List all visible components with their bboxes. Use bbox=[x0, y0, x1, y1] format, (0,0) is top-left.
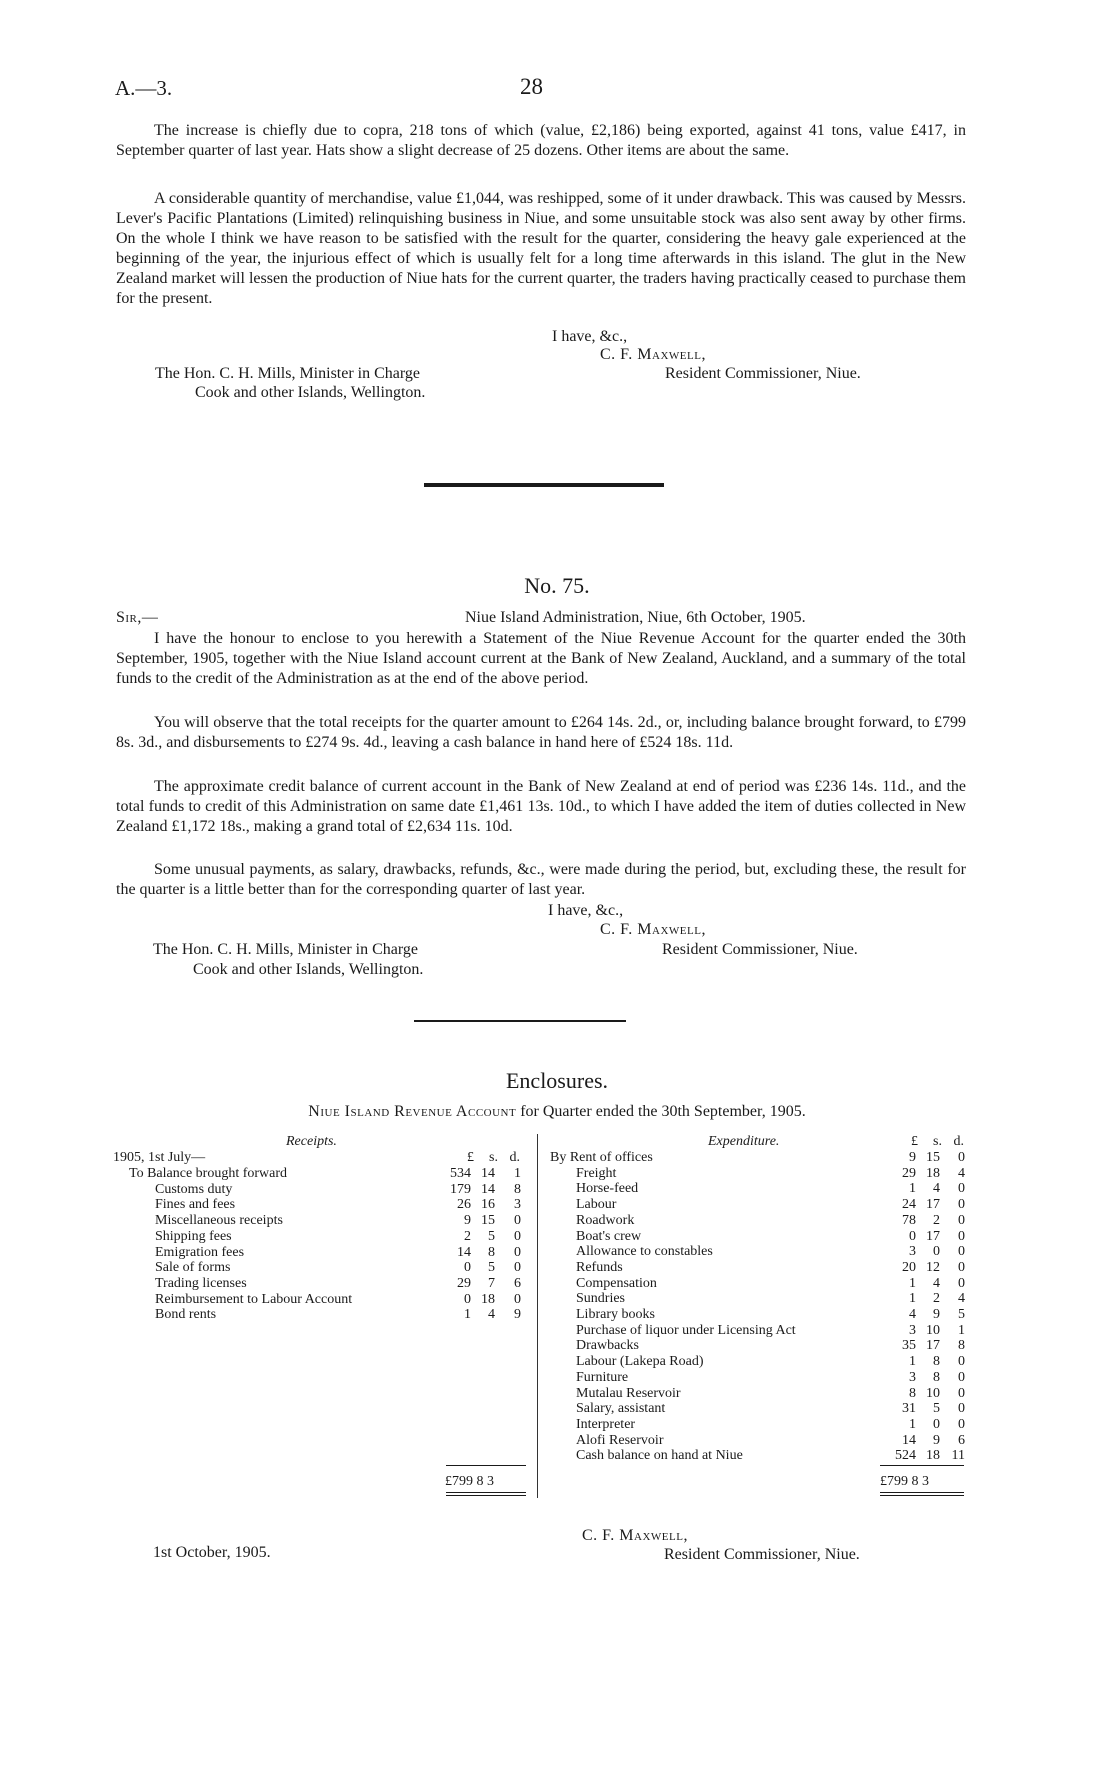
letter75-signature-title: Resident Commissioner, Niue. bbox=[662, 941, 858, 958]
receipt-label: Reimbursement to Labour Account bbox=[155, 1291, 353, 1307]
expenditure-label: Mutalau Reservoir bbox=[576, 1385, 681, 1401]
receipt-amount-d: 0 bbox=[514, 1244, 521, 1260]
letter75-addressee-line2: Cook and other Islands, Wellington. bbox=[193, 961, 424, 978]
letter75-paragraph-2: You will observe that the total receipts for the quarter amount to £264 14s. 2d., or, including balance brought forward, to £799 8s. 3d., and disbursements to £274 9s. 4d., leaving a cash balance in hand here of £524 18s. 11d. bbox=[116, 714, 966, 751]
expenditure-amount-d: 0 bbox=[958, 1181, 965, 1197]
receipt-row bbox=[129, 1260, 529, 1276]
receipts-heading: Receipts. bbox=[286, 1134, 337, 1149]
letter75-closing: I have, &c., bbox=[548, 902, 624, 919]
expenditure-amount-d: 0 bbox=[958, 1354, 965, 1370]
expenditure-row bbox=[550, 1197, 970, 1213]
receipt-amount-s: 14 bbox=[481, 1181, 495, 1197]
receipts-col-pounds: £ bbox=[467, 1150, 474, 1165]
receipt-amount-d: 0 bbox=[514, 1228, 521, 1244]
receipt-amount-d: 8 bbox=[514, 1181, 521, 1197]
expenditure-amount-d: 0 bbox=[958, 1369, 965, 1385]
expenditure-amount-l: 78 bbox=[902, 1212, 916, 1228]
receipt-amount-d: 0 bbox=[514, 1213, 521, 1229]
receipt-amount-s: 18 bbox=[481, 1291, 495, 1307]
enclosures-title: Enclosures. bbox=[505, 1068, 609, 1093]
receipt-amount-l: 29 bbox=[457, 1275, 471, 1291]
expenditure-amount-d: 4 bbox=[958, 1165, 965, 1181]
expenditure-amount-s: 17 bbox=[926, 1197, 940, 1213]
receipts-total-double-rule-2 bbox=[446, 1495, 526, 1496]
receipt-row bbox=[129, 1245, 529, 1261]
expenditure-amount-s: 8 bbox=[933, 1354, 940, 1370]
expenditure-label: Alofi Reservoir bbox=[576, 1432, 664, 1448]
receipt-amount-l: 534 bbox=[450, 1166, 471, 1181]
expenditure-amount-l: 8 bbox=[909, 1385, 916, 1401]
receipt-amount-s: 4 bbox=[488, 1307, 495, 1323]
letter75-number: No. 75. bbox=[524, 573, 590, 598]
expenditure-amount-l: 31 bbox=[902, 1401, 916, 1417]
expenditure-amount-s: 2 bbox=[933, 1212, 940, 1228]
letter74-addressee-line1: The Hon. C. H. Mills, Minister in Charge bbox=[155, 365, 421, 382]
letter75-salutation: Sir,— bbox=[116, 609, 159, 626]
enclosure-date: 1st October, 1905. bbox=[153, 1544, 271, 1561]
expenditure-label: Furniture bbox=[576, 1369, 629, 1385]
expenditure-amount-l: 1 bbox=[909, 1275, 916, 1291]
expenditure-row bbox=[550, 1307, 970, 1323]
receipt-label: Trading licenses bbox=[155, 1275, 247, 1291]
expenditure-label: Sundries bbox=[576, 1291, 625, 1307]
expenditure-row bbox=[550, 1181, 970, 1197]
expenditure-col-shillings: s. bbox=[933, 1134, 942, 1149]
expenditure-amount-l: 524 bbox=[895, 1448, 916, 1464]
receipt-label: Sale of forms bbox=[155, 1260, 231, 1276]
receipt-amount-d: 0 bbox=[514, 1291, 521, 1307]
expenditure-amount-d: 8 bbox=[958, 1338, 965, 1354]
expenditure-amount-d: 0 bbox=[958, 1416, 965, 1432]
account-title bbox=[0, 1103, 1114, 1121]
table-column-divider bbox=[537, 1134, 538, 1498]
expenditure-row bbox=[550, 1417, 970, 1433]
expenditure-row bbox=[550, 1213, 970, 1229]
receipt-row bbox=[129, 1276, 529, 1292]
expenditure-amount-d: 0 bbox=[958, 1259, 965, 1275]
expenditure-amount-s: 18 bbox=[926, 1448, 940, 1464]
expenditure-amount-s: 18 bbox=[926, 1165, 940, 1181]
receipt-amount-l: 0 bbox=[464, 1260, 471, 1276]
expenditure-amount-l: 14 bbox=[902, 1432, 916, 1448]
enclosure-signature-name: C. F. Maxwell, bbox=[582, 1527, 688, 1544]
receipt-amount-d: 6 bbox=[514, 1275, 521, 1291]
receipt-row bbox=[129, 1229, 529, 1245]
receipt-label: Fines and fees bbox=[155, 1197, 236, 1213]
receipts-total-rule bbox=[446, 1465, 526, 1466]
expenditure-row bbox=[550, 1401, 970, 1417]
expenditure-amount-d: 0 bbox=[958, 1150, 965, 1165]
expenditure-amount-l: 20 bbox=[902, 1259, 916, 1275]
expenditure-amount-l: 3 bbox=[909, 1369, 916, 1385]
expenditure-row bbox=[550, 1386, 970, 1402]
receipt-row bbox=[129, 1307, 529, 1323]
expenditure-label: Refunds bbox=[576, 1259, 623, 1275]
expenditure-amount-d: 5 bbox=[958, 1307, 965, 1322]
receipt-amount-l: 9 bbox=[464, 1213, 471, 1229]
letter74-signature-name: C. F. Maxwell, bbox=[600, 346, 706, 363]
expenditure-amount-l: 1 bbox=[909, 1416, 916, 1432]
receipt-amount-l: 1 bbox=[464, 1307, 471, 1323]
letter74-signature-title: Resident Commissioner, Niue. bbox=[665, 365, 861, 382]
expenditure-label: Cash balance on hand at Niue bbox=[576, 1448, 743, 1464]
account-title-smallcaps: Niue Island Revenue Account bbox=[308, 1103, 517, 1120]
expenditure-row bbox=[550, 1291, 970, 1307]
expenditure-label: Allowance to constables bbox=[576, 1244, 713, 1260]
receipt-amount-s: 7 bbox=[488, 1275, 495, 1291]
letter75-addressee-line1: The Hon. C. H. Mills, Minister in Charge bbox=[153, 941, 419, 958]
expenditure-row bbox=[550, 1260, 970, 1276]
section-divider bbox=[424, 483, 664, 487]
expenditure-amount-d: 0 bbox=[958, 1275, 965, 1291]
expenditure-row bbox=[550, 1276, 970, 1292]
expenditure-heading: Expenditure. bbox=[708, 1134, 780, 1149]
receipt-label: Bond rents bbox=[155, 1307, 217, 1323]
letter75-signature-name: C. F. Maxwell, bbox=[600, 921, 706, 938]
expenditure-amount-s: 5 bbox=[933, 1401, 940, 1417]
receipt-amount-s: 15 bbox=[481, 1213, 495, 1229]
expenditure-amount-d: 1 bbox=[958, 1322, 965, 1338]
expenditure-amount-l: 3 bbox=[909, 1322, 916, 1338]
receipt-amount-l: 179 bbox=[450, 1181, 471, 1197]
letter75-paragraph-4: Some unusual payments, as salary, drawbacks, refunds, &c., were made during the period, but, excluding these, the result for the quarter is a little better than for the corresponding quarter of last year. bbox=[116, 861, 966, 898]
expenditure-total-rule bbox=[880, 1465, 964, 1466]
receipt-amount-l: 14 bbox=[457, 1244, 471, 1260]
receipts-total: £799 8 3 bbox=[445, 1474, 494, 1489]
expenditure-label: Compensation bbox=[576, 1275, 657, 1291]
enclosure-divider bbox=[414, 1020, 626, 1022]
expenditure-amount-l: 1 bbox=[909, 1181, 916, 1197]
expenditure-row bbox=[550, 1150, 970, 1166]
receipt-amount-s: 16 bbox=[481, 1197, 495, 1213]
letter75-paragraph-3: The approximate credit balance of current account in the Bank of New Zealand at end of period was £236 14s. 11d., and the total funds to credit of this Administration on same date £1,461 13s. 10d., to which I have added the item of duties collected in New Zealand £1,172 18s., making a grand total of £2,634 11s. 10d. bbox=[116, 778, 966, 835]
expenditure-label: Labour (Lakepa Road) bbox=[576, 1354, 704, 1370]
expenditure-col-pounds: £ bbox=[911, 1134, 918, 1149]
receipt-row bbox=[129, 1166, 529, 1182]
expenditure-amount-s: 17 bbox=[926, 1228, 940, 1244]
letter74-closing: I have, &c., bbox=[552, 328, 628, 345]
receipt-amount-s: 8 bbox=[488, 1244, 495, 1260]
receipt-amount-l: 2 bbox=[464, 1228, 471, 1244]
expenditure-row bbox=[550, 1448, 970, 1464]
expenditure-label: Horse-feed bbox=[576, 1181, 639, 1197]
page-number: 28 bbox=[520, 74, 543, 99]
expenditure-label: Library books bbox=[576, 1307, 655, 1322]
expenditure-total-double-rule-2 bbox=[880, 1495, 964, 1496]
expenditure-amount-d: 0 bbox=[958, 1228, 965, 1244]
expenditure-amount-d: 4 bbox=[958, 1291, 965, 1307]
expenditure-amount-s: 4 bbox=[933, 1181, 940, 1197]
receipts-total-double-rule-1 bbox=[446, 1492, 526, 1493]
expenditure-amount-l: 29 bbox=[902, 1165, 916, 1181]
receipt-amount-d: 3 bbox=[514, 1197, 521, 1213]
expenditure-label: Roadwork bbox=[576, 1212, 635, 1228]
receipt-amount-s: 14 bbox=[481, 1166, 495, 1181]
expenditure-amount-l: 0 bbox=[909, 1228, 916, 1244]
expenditure-amount-l: 1 bbox=[909, 1354, 916, 1370]
expenditure-amount-s: 10 bbox=[926, 1385, 940, 1401]
receipt-amount-s: 5 bbox=[488, 1260, 495, 1276]
expenditure-amount-s: 0 bbox=[933, 1416, 940, 1432]
receipt-amount-l: 0 bbox=[464, 1291, 471, 1307]
receipt-row bbox=[129, 1197, 529, 1213]
expenditure-row bbox=[550, 1229, 970, 1245]
receipt-label: To Balance brought forward bbox=[129, 1166, 288, 1181]
expenditure-row bbox=[550, 1370, 970, 1386]
receipt-row bbox=[129, 1213, 529, 1229]
expenditure-amount-l: 1 bbox=[909, 1291, 916, 1307]
expenditure-label: Drawbacks bbox=[576, 1338, 639, 1354]
expenditure-amount-d: 6 bbox=[958, 1432, 965, 1448]
expenditure-amount-d: 11 bbox=[951, 1448, 965, 1464]
receipts-date: 1905, 1st July— bbox=[113, 1150, 206, 1165]
receipt-amount-d: 9 bbox=[514, 1307, 521, 1323]
expenditure-amount-s: 0 bbox=[933, 1244, 940, 1260]
expenditure-row bbox=[550, 1338, 970, 1354]
expenditure-label: Salary, assistant bbox=[576, 1401, 666, 1417]
expenditure-row bbox=[550, 1323, 970, 1339]
receipt-label: Shipping fees bbox=[155, 1228, 232, 1244]
expenditure-amount-s: 4 bbox=[933, 1275, 940, 1291]
expenditure-amount-l: 24 bbox=[902, 1197, 916, 1213]
section-code: A.—3. bbox=[115, 76, 173, 100]
receipt-row bbox=[129, 1292, 529, 1308]
expenditure-amount-l: 35 bbox=[902, 1338, 916, 1354]
expenditure-amount-s: 12 bbox=[926, 1259, 940, 1275]
expenditure-row bbox=[550, 1166, 970, 1182]
expenditure-label: Freight bbox=[576, 1165, 617, 1181]
expenditure-amount-d: 0 bbox=[958, 1401, 965, 1417]
receipt-amount-s: 5 bbox=[488, 1228, 495, 1244]
letter74-addressee-line2: Cook and other Islands, Wellington. bbox=[195, 384, 426, 401]
expenditure-amount-d: 0 bbox=[958, 1197, 965, 1213]
expenditure-row bbox=[550, 1433, 970, 1449]
expenditure-amount-d: 0 bbox=[958, 1244, 965, 1260]
expenditure-amount-d: 0 bbox=[958, 1385, 965, 1401]
enclosure-signature-title: Resident Commissioner, Niue. bbox=[664, 1546, 860, 1563]
expenditure-amount-s: 8 bbox=[933, 1369, 940, 1385]
receipts-col-pence: d. bbox=[509, 1150, 520, 1165]
receipt-amount-d: 0 bbox=[514, 1260, 521, 1276]
expenditure-label: Boat's crew bbox=[576, 1228, 642, 1244]
expenditure-col-pence: d. bbox=[953, 1134, 964, 1149]
expenditure-row bbox=[550, 1354, 970, 1370]
letter75-dateline: Niue Island Administration, Niue, 6th October, 1905. bbox=[465, 609, 806, 626]
expenditure-label: By Rent of offices bbox=[550, 1150, 653, 1165]
letter74-paragraph-1: The increase is chiefly due to copra, 218 tons of which (value, £2,186) being exported, against 41 tons, value £417, in September quarter of last year. Hats show a slight decrease of 25 dozens. Other items are about the same. bbox=[116, 122, 966, 159]
expenditure-amount-l: 4 bbox=[909, 1307, 916, 1322]
expenditure-amount-d: 0 bbox=[958, 1212, 965, 1228]
expenditure-amount-s: 17 bbox=[926, 1338, 940, 1354]
letter75-paragraph-1: I have the honour to enclose to you herewith a Statement of the Niue Revenue Account for the quarter ended the 30th September, 1905, together with the Niue Island account current at the Bank of New Zealand, Auckland, and a summary of the total funds to the credit of the Administration as at the end of the above period. bbox=[116, 630, 966, 687]
expenditure-amount-s: 9 bbox=[933, 1307, 940, 1322]
receipts-col-shillings: s. bbox=[489, 1150, 498, 1165]
expenditure-label: Labour bbox=[576, 1197, 617, 1213]
expenditure-amount-s: 9 bbox=[933, 1432, 940, 1448]
receipt-label: Customs duty bbox=[155, 1181, 233, 1197]
expenditure-amount-s: 10 bbox=[926, 1322, 940, 1338]
expenditure-amount-l: 3 bbox=[909, 1244, 916, 1260]
expenditure-label: Purchase of liquor under Licensing Act bbox=[576, 1322, 796, 1338]
expenditure-total-double-rule-1 bbox=[880, 1492, 964, 1493]
receipt-label: Miscellaneous receipts bbox=[155, 1213, 283, 1229]
letter74-paragraph-2: A considerable quantity of merchandise, value £1,044, was reshipped, some of it under drawback. This was caused by Messrs. Lever's Pacific Plantations (Limited) relinquishing business in Niue, and some unsuitable stock was also sent away by other firms. On the whole I think we have reason to be satisfied with the result for the quarter, considering the heavy gale experienced at the beginning of the year, the injurious effect of which is usually felt for a long time afterwards in this island. The glut in the New Zealand market will lessen the production of Niue hats for the current quarter, the traders having practically ceased to purchase them for the present. bbox=[116, 190, 966, 307]
expenditure-label: Interpreter bbox=[576, 1416, 636, 1432]
expenditure-row bbox=[550, 1244, 970, 1260]
expenditure-total: £799 8 3 bbox=[880, 1474, 929, 1489]
receipt-row bbox=[129, 1182, 529, 1198]
receipt-amount-l: 26 bbox=[457, 1197, 471, 1213]
receipt-label: Emigration fees bbox=[155, 1244, 245, 1260]
account-title-rest: for Quarter ended the 30th September, 1905. bbox=[520, 1103, 806, 1120]
expenditure-amount-s: 2 bbox=[933, 1291, 940, 1307]
expenditure-amount-l: 9 bbox=[909, 1150, 916, 1165]
expenditure-amount-s: 15 bbox=[926, 1150, 940, 1165]
receipt-amount-d: 1 bbox=[514, 1166, 521, 1181]
